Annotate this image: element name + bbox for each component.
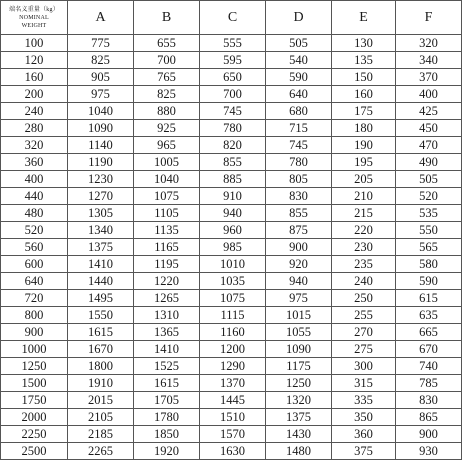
cell-nominal-weight: 400: [1, 171, 68, 188]
table-row: [1, 358, 462, 375]
cell-d: 855: [266, 205, 332, 222]
cell-a: 1670: [68, 341, 134, 358]
cell-b: 880: [134, 103, 200, 120]
cell-e: 335: [332, 392, 396, 409]
cell-a: 1270: [68, 188, 134, 205]
cell-nominal-weight: 100: [1, 35, 68, 52]
cell-d: 1015: [266, 307, 332, 324]
table-row: [1, 443, 462, 460]
cell-b: 1005: [134, 154, 200, 171]
cell-f: 425: [396, 103, 462, 120]
cell-d: 875: [266, 222, 332, 239]
table-row: [1, 290, 462, 307]
cell-b: 1525: [134, 358, 200, 375]
cell-d: 1480: [266, 443, 332, 460]
cell-e: 300: [332, 358, 396, 375]
cell-d: 590: [266, 69, 332, 86]
cell-nominal-weight: 1750: [1, 392, 68, 409]
cell-nominal-weight: 720: [1, 290, 68, 307]
cell-nominal-weight: 160: [1, 69, 68, 86]
cell-nominal-weight: 600: [1, 256, 68, 273]
cell-e: 135: [332, 52, 396, 69]
column-header-e: E: [332, 1, 396, 35]
table-row: [1, 52, 462, 69]
cell-c: 910: [200, 188, 266, 205]
cell-b: 1850: [134, 426, 200, 443]
cell-nominal-weight: 120: [1, 52, 68, 69]
cell-a: 1910: [68, 375, 134, 392]
cell-e: 130: [332, 35, 396, 52]
cell-b: 1075: [134, 188, 200, 205]
cell-d: 780: [266, 154, 332, 171]
cell-d: 1250: [266, 375, 332, 392]
cell-a: 1550: [68, 307, 134, 324]
nominal-weight-label-cn: 端名义重量（kg）: [9, 6, 59, 13]
cell-a: 2105: [68, 409, 134, 426]
cell-f: 490: [396, 154, 462, 171]
cell-d: 745: [266, 137, 332, 154]
cell-d: 680: [266, 103, 332, 120]
cell-a: 1140: [68, 137, 134, 154]
cell-c: 1075: [200, 290, 266, 307]
cell-a: 1440: [68, 273, 134, 290]
cell-a: 825: [68, 52, 134, 69]
cell-b: 825: [134, 86, 200, 103]
cell-b: 1705: [134, 392, 200, 409]
cell-e: 270: [332, 324, 396, 341]
cell-nominal-weight: 2250: [1, 426, 68, 443]
cell-f: 470: [396, 137, 462, 154]
cell-d: 940: [266, 273, 332, 290]
cell-f: 320: [396, 35, 462, 52]
cell-d: 1090: [266, 341, 332, 358]
cell-nominal-weight: 440: [1, 188, 68, 205]
cell-d: 920: [266, 256, 332, 273]
cell-a: 1040: [68, 103, 134, 120]
cell-a: 1305: [68, 205, 134, 222]
cell-f: 635: [396, 307, 462, 324]
cell-c: 555: [200, 35, 266, 52]
cell-f: 535: [396, 205, 462, 222]
cell-c: 1115: [200, 307, 266, 324]
cell-b: 1040: [134, 171, 200, 188]
cell-nominal-weight: 360: [1, 154, 68, 171]
cell-e: 160: [332, 86, 396, 103]
cell-a: 2185: [68, 426, 134, 443]
table-row: [1, 222, 462, 239]
cell-d: 830: [266, 188, 332, 205]
cell-c: 595: [200, 52, 266, 69]
cell-e: 255: [332, 307, 396, 324]
column-header-f: F: [396, 1, 462, 35]
cell-e: 360: [332, 426, 396, 443]
table-row: [1, 341, 462, 358]
cell-c: 1200: [200, 341, 266, 358]
cell-f: 370: [396, 69, 462, 86]
cell-b: 1265: [134, 290, 200, 307]
cell-e: 240: [332, 273, 396, 290]
cell-b: 765: [134, 69, 200, 86]
cell-a: 1340: [68, 222, 134, 239]
cell-c: 1445: [200, 392, 266, 409]
cell-e: 215: [332, 205, 396, 222]
cell-nominal-weight: 520: [1, 222, 68, 239]
cell-nominal-weight: 320: [1, 137, 68, 154]
cell-e: 195: [332, 154, 396, 171]
cell-c: 700: [200, 86, 266, 103]
cell-a: 1190: [68, 154, 134, 171]
table-row: [1, 86, 462, 103]
cell-f: 565: [396, 239, 462, 256]
table-row: [1, 35, 462, 52]
cell-nominal-weight: 2500: [1, 443, 68, 460]
cell-e: 210: [332, 188, 396, 205]
cell-c: 1370: [200, 375, 266, 392]
cell-nominal-weight: 480: [1, 205, 68, 222]
cell-f: 615: [396, 290, 462, 307]
table-row: [1, 409, 462, 426]
table-row: [1, 426, 462, 443]
cell-nominal-weight: 240: [1, 103, 68, 120]
cell-b: 1105: [134, 205, 200, 222]
cell-b: 1135: [134, 222, 200, 239]
cell-f: 930: [396, 443, 462, 460]
table-row: [1, 171, 462, 188]
cell-a: 1410: [68, 256, 134, 273]
cell-f: 740: [396, 358, 462, 375]
table-row: [1, 69, 462, 86]
cell-f: 505: [396, 171, 462, 188]
cell-nominal-weight: 800: [1, 307, 68, 324]
cell-e: 350: [332, 409, 396, 426]
cell-b: 1195: [134, 256, 200, 273]
cell-e: 250: [332, 290, 396, 307]
cell-f: 900: [396, 426, 462, 443]
header-row: [1, 1, 462, 35]
cell-b: 1310: [134, 307, 200, 324]
table-header: [1, 1, 462, 35]
cell-e: 315: [332, 375, 396, 392]
table-row: [1, 375, 462, 392]
cell-c: 745: [200, 103, 266, 120]
column-header-b: B: [134, 1, 200, 35]
nominal-weight-label-en-1: NOMINAL: [19, 14, 49, 21]
cell-b: 1220: [134, 273, 200, 290]
table-row: [1, 205, 462, 222]
table-row: [1, 324, 462, 341]
table-body: [1, 35, 462, 460]
cell-a: 775: [68, 35, 134, 52]
column-header-c: C: [200, 1, 266, 35]
cell-b: 1615: [134, 375, 200, 392]
cell-c: 1630: [200, 443, 266, 460]
cell-a: 1495: [68, 290, 134, 307]
cell-d: 1430: [266, 426, 332, 443]
cell-a: 1375: [68, 239, 134, 256]
cell-c: 650: [200, 69, 266, 86]
cell-f: 400: [396, 86, 462, 103]
cell-f: 580: [396, 256, 462, 273]
cell-e: 190: [332, 137, 396, 154]
cell-b: 1410: [134, 341, 200, 358]
cell-nominal-weight: 280: [1, 120, 68, 137]
cell-a: 1800: [68, 358, 134, 375]
cell-c: 985: [200, 239, 266, 256]
cell-f: 590: [396, 273, 462, 290]
cell-a: 975: [68, 86, 134, 103]
cell-e: 150: [332, 69, 396, 86]
cell-b: 1780: [134, 409, 200, 426]
cell-nominal-weight: 1250: [1, 358, 68, 375]
cell-a: 2265: [68, 443, 134, 460]
cell-nominal-weight: 2000: [1, 409, 68, 426]
cell-nominal-weight: 200: [1, 86, 68, 103]
cell-e: 375: [332, 443, 396, 460]
cell-e: 205: [332, 171, 396, 188]
cell-c: 885: [200, 171, 266, 188]
cell-f: 665: [396, 324, 462, 341]
cell-e: 230: [332, 239, 396, 256]
cell-nominal-weight: 900: [1, 324, 68, 341]
cell-nominal-weight: 1000: [1, 341, 68, 358]
table-row: [1, 188, 462, 205]
table-row: [1, 239, 462, 256]
cell-b: 1920: [134, 443, 200, 460]
table-row: [1, 103, 462, 120]
cell-nominal-weight: 1500: [1, 375, 68, 392]
cell-nominal-weight: 640: [1, 273, 68, 290]
cell-c: 1010: [200, 256, 266, 273]
cell-f: 340: [396, 52, 462, 69]
cell-d: 900: [266, 239, 332, 256]
cell-d: 1055: [266, 324, 332, 341]
cell-f: 550: [396, 222, 462, 239]
nominal-weight-label-en-2: WEIGHT: [21, 22, 47, 29]
cell-f: 520: [396, 188, 462, 205]
cell-a: 1615: [68, 324, 134, 341]
cell-d: 1375: [266, 409, 332, 426]
cell-c: 855: [200, 154, 266, 171]
cell-c: 780: [200, 120, 266, 137]
cell-e: 175: [332, 103, 396, 120]
cell-e: 220: [332, 222, 396, 239]
cell-d: 540: [266, 52, 332, 69]
cell-f: 450: [396, 120, 462, 137]
cell-e: 275: [332, 341, 396, 358]
cell-a: 1230: [68, 171, 134, 188]
cell-f: 865: [396, 409, 462, 426]
cell-a: 905: [68, 69, 134, 86]
table-row: [1, 307, 462, 324]
table-row: [1, 392, 462, 409]
table-row: [1, 154, 462, 171]
table-row: [1, 120, 462, 137]
cell-c: 1160: [200, 324, 266, 341]
cell-d: 640: [266, 86, 332, 103]
cell-a: 1090: [68, 120, 134, 137]
cell-d: 1320: [266, 392, 332, 409]
cell-c: 1510: [200, 409, 266, 426]
cell-b: 1165: [134, 239, 200, 256]
cell-b: 1365: [134, 324, 200, 341]
cell-e: 180: [332, 120, 396, 137]
cell-f: 830: [396, 392, 462, 409]
nominal-weight-header: [1, 1, 68, 35]
cell-nominal-weight: 560: [1, 239, 68, 256]
cell-b: 965: [134, 137, 200, 154]
cell-f: 785: [396, 375, 462, 392]
column-header-a: A: [68, 1, 134, 35]
column-header-d: D: [266, 1, 332, 35]
cell-c: 960: [200, 222, 266, 239]
cell-c: 820: [200, 137, 266, 154]
cell-d: 715: [266, 120, 332, 137]
cell-d: 975: [266, 290, 332, 307]
cell-d: 1175: [266, 358, 332, 375]
cell-b: 925: [134, 120, 200, 137]
table-row: [1, 273, 462, 290]
cell-b: 700: [134, 52, 200, 69]
cell-c: 1290: [200, 358, 266, 375]
cell-f: 670: [396, 341, 462, 358]
cell-a: 2015: [68, 392, 134, 409]
cell-c: 940: [200, 205, 266, 222]
cell-c: 1035: [200, 273, 266, 290]
cell-d: 505: [266, 35, 332, 52]
cell-b: 655: [134, 35, 200, 52]
cell-e: 235: [332, 256, 396, 273]
cell-c: 1570: [200, 426, 266, 443]
table-row: [1, 256, 462, 273]
cell-d: 805: [266, 171, 332, 188]
table-row: [1, 137, 462, 154]
